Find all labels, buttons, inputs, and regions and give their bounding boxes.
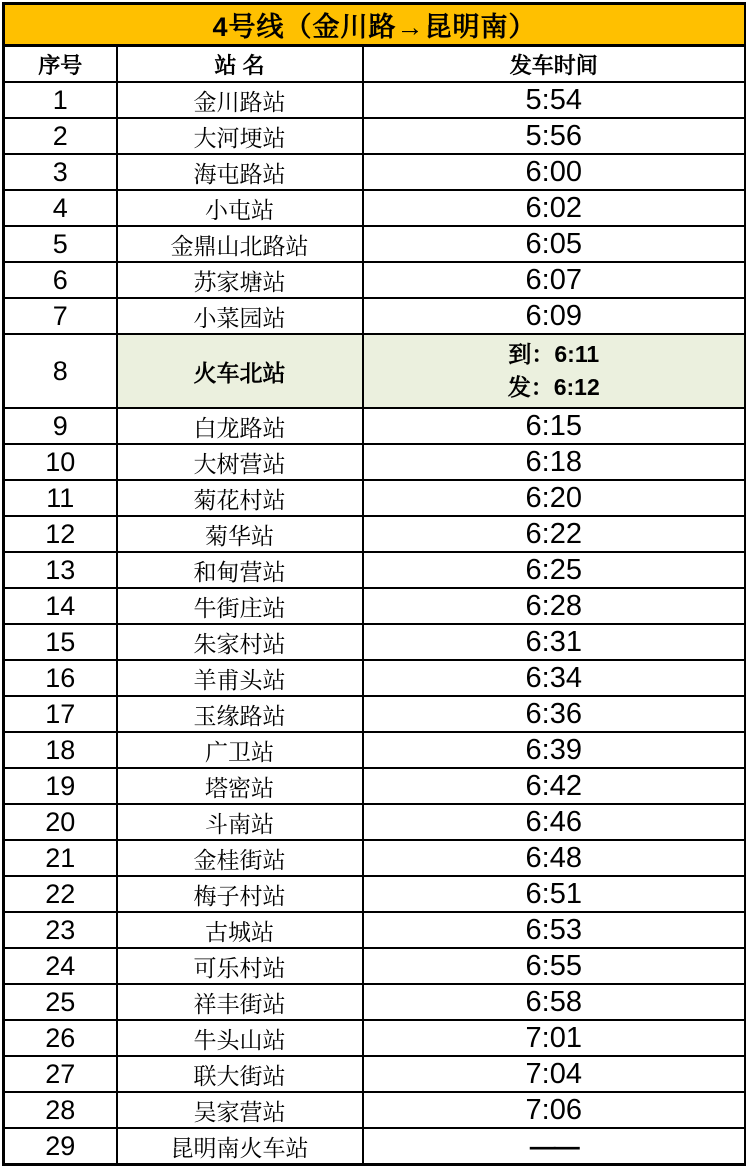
time-line: 发：6:12	[507, 374, 600, 400]
departure-time: 6:36	[363, 696, 746, 732]
table-row	[4, 696, 746, 732]
station-name: 大河埂站	[117, 118, 363, 154]
station-name: 玉缘路站	[117, 696, 363, 732]
row-number: 19	[4, 768, 117, 804]
table-row	[4, 840, 746, 876]
header-departure-time: 发车时间	[363, 46, 746, 83]
station-name: 金川路站	[117, 82, 363, 118]
departure-time: 5:56	[363, 118, 746, 154]
departure-time: 6:46	[363, 804, 746, 840]
departure-time: 6:34	[363, 660, 746, 696]
station-name: 大树营站	[117, 444, 363, 480]
table-row	[4, 226, 746, 262]
row-number: 11	[4, 480, 117, 516]
table-row	[4, 82, 746, 118]
station-name: 菊华站	[117, 516, 363, 552]
station-name: 梅子村站	[117, 876, 363, 912]
table-row	[4, 768, 746, 804]
row-number: 9	[4, 408, 117, 444]
row-number: 10	[4, 444, 117, 480]
station-name: 苏家塘站	[117, 262, 363, 298]
departure-time: 6:55	[363, 948, 746, 984]
table-row	[4, 876, 746, 912]
table-row	[4, 804, 746, 840]
departure-time: 6:15	[363, 408, 746, 444]
row-number: 28	[4, 1092, 117, 1128]
departure-time: 6:31	[363, 624, 746, 660]
departure-time: ——	[363, 1128, 746, 1165]
departure-time	[363, 334, 746, 408]
departure-time: 7:04	[363, 1056, 746, 1092]
table-row	[4, 588, 746, 624]
table-row	[4, 298, 746, 334]
departure-time: 6:22	[363, 516, 746, 552]
table-row	[4, 480, 746, 516]
row-number: 25	[4, 984, 117, 1020]
table-title: 4号线（金川路→昆明南）	[4, 4, 746, 46]
row-number: 13	[4, 552, 117, 588]
table-row	[4, 262, 746, 298]
departure-time: 6:07	[363, 262, 746, 298]
table-row	[4, 624, 746, 660]
station-name: 塔密站	[117, 768, 363, 804]
station-name: 金桂街站	[117, 840, 363, 876]
station-name: 联大街站	[117, 1056, 363, 1092]
row-number: 18	[4, 732, 117, 768]
row-number: 21	[4, 840, 117, 876]
departure-time: 6:18	[363, 444, 746, 480]
station-name: 牛头山站	[117, 1020, 363, 1056]
timetable-body	[4, 82, 746, 1165]
station-name: 火车北站	[117, 334, 363, 408]
station-name: 小菜园站	[117, 298, 363, 334]
table-row	[4, 732, 746, 768]
station-name: 朱家村站	[117, 624, 363, 660]
departure-time: 7:01	[363, 1020, 746, 1056]
departure-time: 6:48	[363, 840, 746, 876]
station-name: 和甸营站	[117, 552, 363, 588]
header-station-name: 站 名	[117, 46, 363, 83]
departure-time: 6:20	[363, 480, 746, 516]
table-row	[4, 552, 746, 588]
table-row	[4, 912, 746, 948]
row-number: 3	[4, 154, 117, 190]
station-name: 菊花村站	[117, 480, 363, 516]
station-name: 白龙路站	[117, 408, 363, 444]
table-row	[4, 190, 746, 226]
time-line: 到：6:11	[508, 340, 600, 367]
departure-time: 6:25	[363, 552, 746, 588]
table-row	[4, 660, 746, 696]
row-number: 14	[4, 588, 117, 624]
station-name: 金鼎山北路站	[117, 226, 363, 262]
row-number: 5	[4, 226, 117, 262]
station-name: 祥丰街站	[117, 984, 363, 1020]
row-number: 6	[4, 262, 117, 298]
departure-time: 6:42	[363, 768, 746, 804]
station-name: 可乐村站	[117, 948, 363, 984]
row-number: 15	[4, 624, 117, 660]
station-name: 昆明南火车站	[117, 1128, 363, 1165]
table-row	[4, 1092, 746, 1128]
table-row	[4, 1020, 746, 1056]
row-number: 23	[4, 912, 117, 948]
row-number: 20	[4, 804, 117, 840]
table-row	[4, 516, 746, 552]
station-name: 斗南站	[117, 804, 363, 840]
row-number: 24	[4, 948, 117, 984]
station-name: 广卫站	[117, 732, 363, 768]
table-row	[4, 408, 746, 444]
station-name: 海屯路站	[117, 154, 363, 190]
table-row	[4, 1056, 746, 1092]
table-row	[4, 154, 746, 190]
departure-time: 6:00	[363, 154, 746, 190]
header-seq: 序号	[4, 46, 117, 83]
departure-time: 6:58	[363, 984, 746, 1020]
station-name: 羊甫头站	[117, 660, 363, 696]
table-row	[4, 984, 746, 1020]
table-row	[4, 1128, 746, 1165]
table-row	[4, 118, 746, 154]
departure-time: 7:06	[363, 1092, 746, 1128]
departure-time: 6:39	[363, 732, 746, 768]
row-number: 4	[4, 190, 117, 226]
departure-time: 6:53	[363, 912, 746, 948]
station-name: 小屯站	[117, 190, 363, 226]
row-number: 12	[4, 516, 117, 552]
departure-time: 6:02	[363, 190, 746, 226]
table-row	[4, 948, 746, 984]
departure-time: 6:51	[363, 876, 746, 912]
row-number: 17	[4, 696, 117, 732]
row-number: 22	[4, 876, 117, 912]
departure-time: 6:09	[363, 298, 746, 334]
row-number: 7	[4, 298, 117, 334]
table-row	[4, 334, 746, 408]
station-name: 古城站	[117, 912, 363, 948]
title-row	[4, 4, 746, 46]
row-number: 2	[4, 118, 117, 154]
station-name: 牛街庄站	[117, 588, 363, 624]
departure-time: 6:28	[363, 588, 746, 624]
line4-timetable	[2, 2, 746, 1166]
row-number: 16	[4, 660, 117, 696]
row-number: 8	[4, 334, 117, 408]
row-number: 27	[4, 1056, 117, 1092]
station-name: 吴家营站	[117, 1092, 363, 1128]
row-number: 26	[4, 1020, 117, 1056]
row-number: 1	[4, 82, 117, 118]
departure-time: 6:05	[363, 226, 746, 262]
row-number: 29	[4, 1128, 117, 1165]
header-row	[4, 46, 746, 83]
table-row	[4, 444, 746, 480]
departure-time: 5:54	[363, 82, 746, 118]
